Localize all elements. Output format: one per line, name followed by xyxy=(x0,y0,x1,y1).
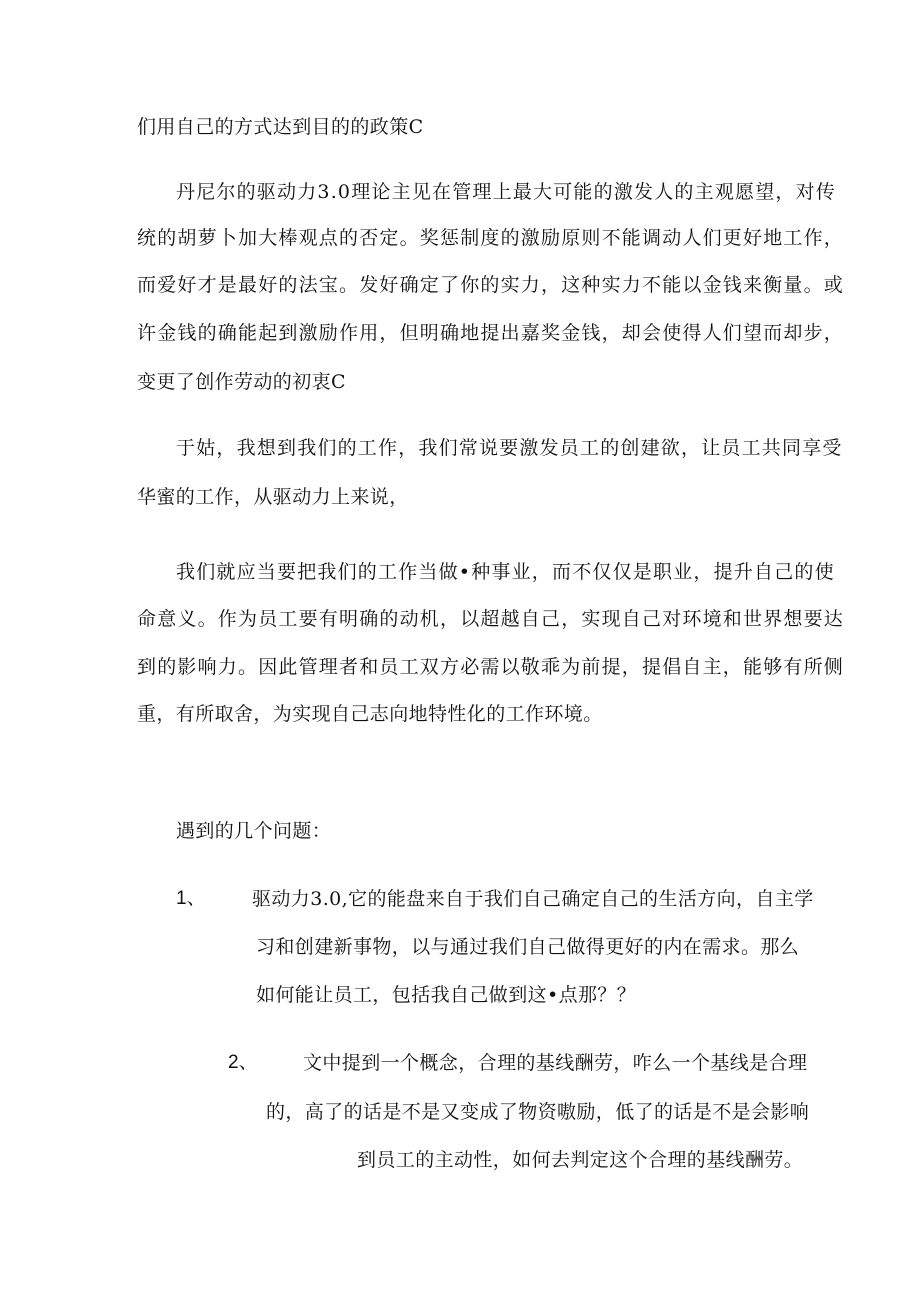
intro-line: 们用自己的方式达到目的的政策C xyxy=(137,116,424,138)
paragraph-line: 统的胡萝卜加大棒观点的否定。奖惩制度的激励原则不能调动人们更好地工作， xyxy=(137,227,845,249)
paragraph-line: 丹尼尔的驱动力3.0理论主见在管理上最大可能的激发人的主观愿望，对传 xyxy=(176,181,837,203)
paragraph-line: 变更了创作劳动的初衷C xyxy=(137,371,346,393)
question-number: 2、 xyxy=(228,1052,258,1073)
question-line: 文中提到一个概念，合理的基线酬劳，咋么一个基线是合理 xyxy=(303,1052,808,1074)
paragraph-line: 到的影响力。因此管理者和员工双方必需以敬乖为前提，提倡自主，能够有所侧 xyxy=(137,656,845,678)
paragraph-line: 重，有所取舍，为实现自己志向地特性化的工作环境。 xyxy=(137,703,603,725)
paragraph-line: 于姑，我想到我们的工作，我们常说要激发员工的创建欲，让员工共同享受 xyxy=(176,437,843,459)
question-line: 如何能让员工，包括我自己做到这•点那？？ xyxy=(256,984,637,1006)
paragraph-line: 命意义。作为员工要有明确的动机，以超越自己，实现自己对环境和世界想要达 xyxy=(137,608,845,630)
question-line: 驱动力3.0,它的能盘来自于我们自己确定自己的生活方向，自主学 xyxy=(252,888,814,910)
paragraph-line: 许金钱的确能起到激励作用，但明确地提出嘉奖金钱，却会使得人们望而却步， xyxy=(137,322,845,344)
paragraph-line: 我们就应当要把我们的工作当做•种事业，而不仅仅是职业，提升自己的使 xyxy=(176,561,835,583)
question-line: 到员工的主动性，如何去判定这个合理的基线酬劳。 xyxy=(357,1149,804,1171)
question-line: 的，高了的话是不是又变成了物资嗷励，低了的话是不是会影响 xyxy=(266,1101,810,1123)
question-line: 习和创建新事物，以与通过我们自己做得更好的内在需求。那么 xyxy=(256,936,800,958)
questions-heading: 遇到的几个问题： xyxy=(176,820,332,842)
question-number: 1、 xyxy=(176,888,206,909)
paragraph-line: 华蜜的工作，从驱动力上来说， xyxy=(137,486,409,508)
paragraph-line: 而爱好才是最好的法宝。发好确定了你的实力，这种实力不能以金钱来衡量。或 xyxy=(137,274,845,296)
